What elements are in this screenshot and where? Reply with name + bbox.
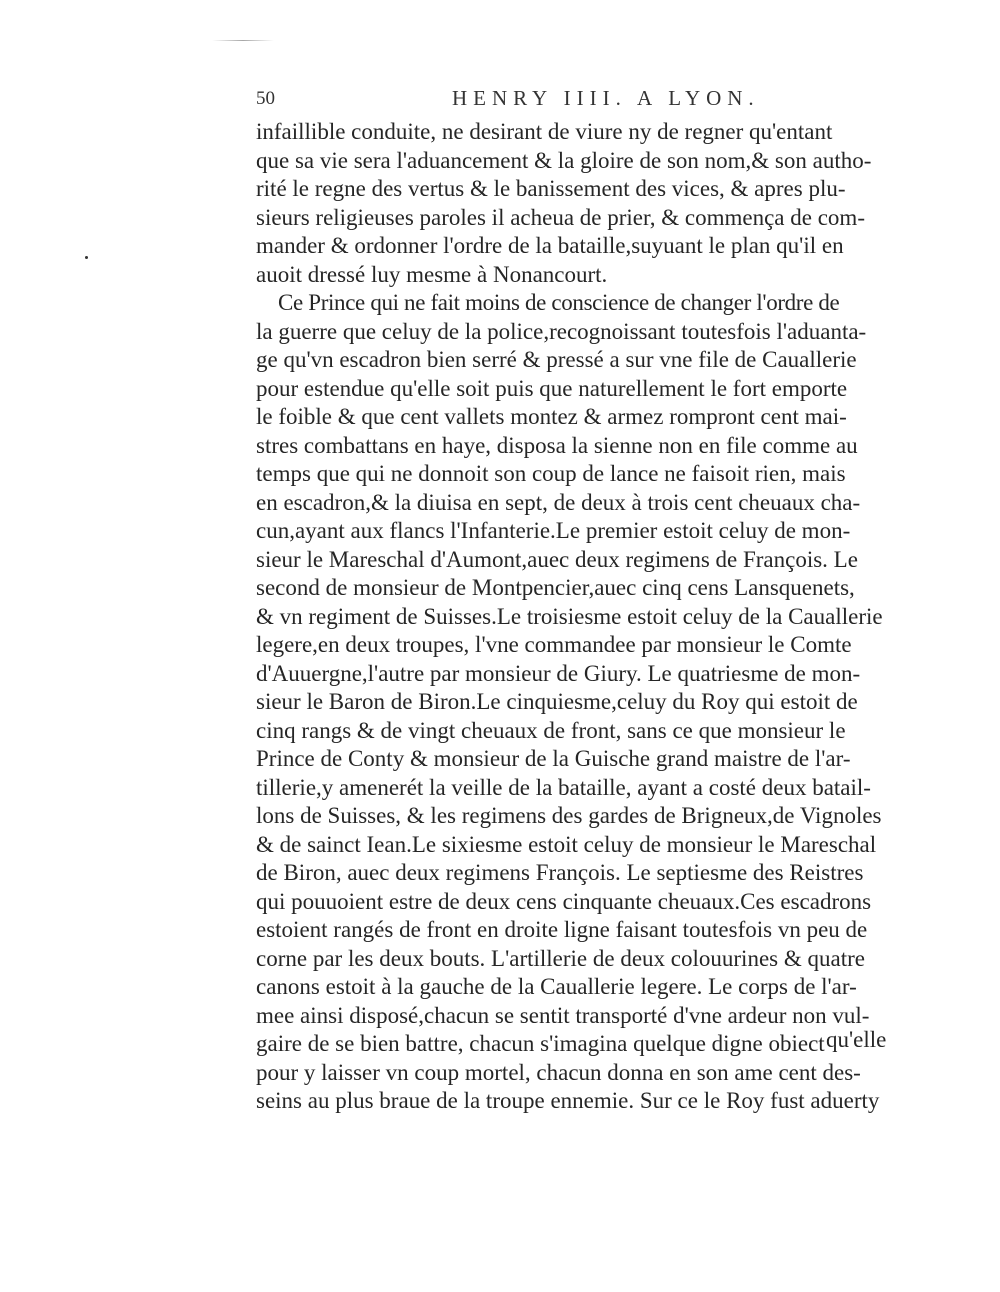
- text-line: pour estendue qu'elle soit puis que naturellement le fort emporte: [256, 375, 848, 401]
- text-line: cun,ayant aux flancs l'Infanterie.Le premier estoit celuy de mon-: [256, 518, 851, 543]
- text-line: canons estoit à la gauche de la Cauallerie legere. Le corps de l'ar-: [256, 974, 857, 999]
- text-line: qui pouuoient estre de deux cens cinquante cheuaux.Ces escadrons: [256, 888, 872, 914]
- text-line: sieurs religieuses paroles il acheua de prier, & commença de com-: [256, 204, 865, 230]
- text-line: d'Auuergne,l'autre par monsieur de Giury. Le quatriesme de mon-: [256, 660, 861, 686]
- text-line: Ce Prince qui ne fait moins de conscience de changer l'ordre de: [278, 290, 840, 315]
- text-line: legere,en deux troupes, l'vne commandee par monsieur le Comte: [256, 632, 852, 657]
- text-line: en escadron,& la diuisa en sept, de deux à trois cent cheuaux cha-: [256, 489, 861, 515]
- text-line: temps que qui ne donnoit son coup de lance ne faisoit rien, mais: [256, 461, 846, 486]
- paragraph: [256, 118, 898, 289]
- running-head: [256, 88, 896, 118]
- text-line: la guerre que celuy de la police,recognoissant toutesfois l'aduanta-: [256, 318, 867, 344]
- text-line: de Biron, auec deux regimens François. Le septiesme des Reistres: [256, 860, 864, 885]
- body-text: [256, 118, 898, 1116]
- text-line: & de sainct Iean.Le sixiesme estoit celuy de monsieur le Mareschal: [256, 831, 877, 857]
- text-line: que sa vie sera l'aduancement & la gloire de son nom,& son autho-: [256, 147, 872, 173]
- running-title: HENRY IIII. A LYON.: [452, 86, 760, 110]
- text-line: cinq rangs & de vingt cheuaux de front, sans ce que monsieur le: [256, 717, 846, 743]
- text-line: Prince de Conty & monsieur de la Guische grand maistre de l'ar-: [256, 746, 851, 771]
- text-line: sieur le Mareschal d'Aumont,auec deux regimens de François. Le: [256, 546, 858, 572]
- text-line: le foible & que cent vallets montez & armez rompront cent mai-: [256, 404, 847, 429]
- text-line: sieur le Baron de Biron.Le cinquiesme,celuy du Roy qui estoit de: [256, 689, 858, 714]
- text-line: infaillible conduite, ne desirant de viure ny de regner qu'entant: [256, 119, 833, 144]
- ink-speck: [85, 256, 88, 259]
- text-line: seins au plus braue de la troupe ennemie. Sur ce le Roy fust aduerty: [256, 1088, 880, 1113]
- text-line: tillerie,y amenerét la veille de la bataille, ayant a costé deux batail-: [256, 774, 871, 800]
- text-line: corne par les deux bouts. L'artillerie de deux colouurines & quatre: [256, 945, 865, 971]
- page-number: 50: [256, 88, 275, 109]
- text-line: second de monsieur de Montpencier,auec cinq cens Lansquenets,: [256, 575, 855, 600]
- text-line: pour y laisser vn coup mortel, chacun donna en son ame cent des-: [256, 1059, 861, 1085]
- text-line: estoient rangés de front en droite ligne faisant toutesfois vn peu de: [256, 917, 868, 942]
- catchword: qu'elle: [826, 1027, 887, 1052]
- text-line: stres combattans en haye, disposa la sienne non en file comme au: [256, 432, 858, 458]
- text-line: mee ainsi disposé,chacun se sentit transporté d'vne ardeur non vul-: [256, 1002, 870, 1028]
- paragraph: [256, 289, 898, 1116]
- text-line: gaire de se bien battre, chacun s'imagina quelque digne obiect: [256, 1031, 825, 1056]
- text-line: & vn regiment de Suisses.Le troisiesme estoit celuy de la Cauallerie: [256, 603, 883, 629]
- text-line: rité le regne des vertus & le banissement des vices, & apres plu-: [256, 176, 846, 201]
- scan-smudge: [212, 40, 274, 41]
- text-line: ge qu'vn escadron bien serré & pressé a sur vne file de Cauallerie: [256, 347, 857, 372]
- text-line: auoit dressé luy mesme à Nonancourt.: [256, 261, 608, 287]
- text-line: mander & ordonner l'ordre de la bataille,suyuant le plan qu'il en: [256, 233, 844, 258]
- text-line: lons de Suisses, & les regimens des gardes de Brigneux,de Vignoles: [256, 803, 882, 828]
